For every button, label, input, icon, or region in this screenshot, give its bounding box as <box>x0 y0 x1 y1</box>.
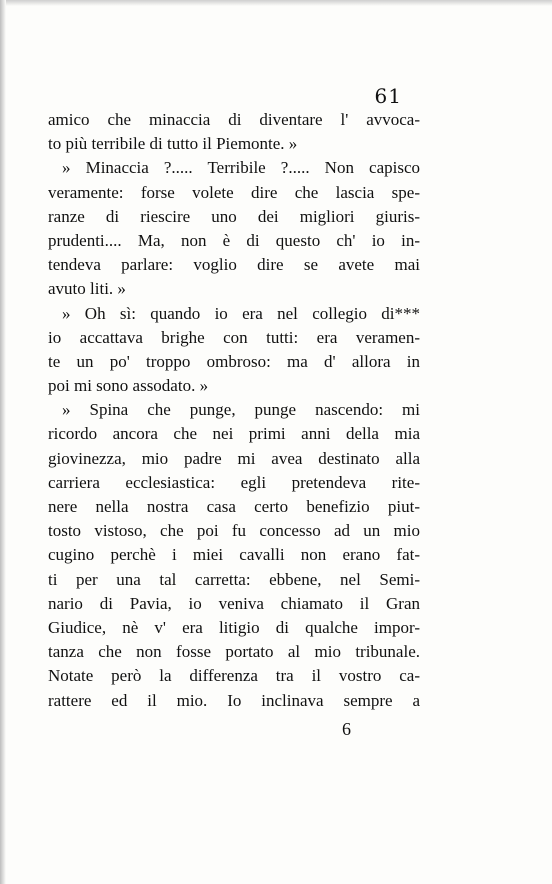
text-line: nere nella nostra casa certo benefizio piut- <box>48 497 420 516</box>
page-number: 61 <box>374 84 402 108</box>
text-line: ranze di riescire uno dei migliori giuris- <box>48 206 420 226</box>
text-line: poi mi sono assodato. » <box>48 376 209 396</box>
text-line: » Oh sì: quando io era nel collegio di*** <box>62 303 420 323</box>
text-line: amico che minaccia di diventare l' avvoca- <box>48 110 420 129</box>
signature-mark: 6 <box>342 719 351 739</box>
text-line: carriera ecclesiastica: egli pretendeva rite- <box>48 472 420 492</box>
text-line: nario di Pavia, io veniva chiamato il Gran <box>48 593 420 613</box>
text-line: prudenti.... Ma, non è di questo ch' io in- <box>48 230 420 250</box>
text-line: to più terribile di tutto il Piemonte. » <box>48 134 298 154</box>
page-left-edge <box>0 0 6 884</box>
text-line: tendeva parlare: voglio dire se avete mai <box>48 255 420 275</box>
text-line: avuto liti. » <box>48 279 126 299</box>
text-line: rattere ed il mio. Io inclinava sempre a <box>48 690 420 710</box>
text-line: ricordo ancora che nei primi anni della mia <box>48 424 420 444</box>
page-top-edge <box>0 0 552 6</box>
text-line: io accattava brighe con tutti: era veramen- <box>48 327 420 347</box>
text-line: te un po' troppo ombroso: ma d' allora in <box>48 351 420 371</box>
text-line: ti per una tal carretta: ebbene, nel Semi- <box>48 569 420 589</box>
text-line: veramente: forse volete dire che lascia spe- <box>48 182 420 202</box>
text-line: Giudice, nè v' era litigio di qualche impor- <box>48 617 420 637</box>
text-line: » Minaccia ?..... Terribile ?..... Non capisco <box>62 158 420 178</box>
text-line: tosto vistoso, che poi fu concesso ad un mio <box>48 521 420 541</box>
text-line: tanza che non fosse portato al mio tribunale. <box>48 642 420 662</box>
body-text <box>48 108 420 713</box>
text-line: Notate però la differenza tra il vostro ca- <box>48 666 420 686</box>
text-line: giovinezza, mio padre mi avea destinato alla <box>48 448 420 468</box>
text-line: cugino perchè i miei cavalli non erano fat- <box>48 545 420 565</box>
text-line: » Spina che punge, punge nascendo: mi <box>62 400 420 420</box>
